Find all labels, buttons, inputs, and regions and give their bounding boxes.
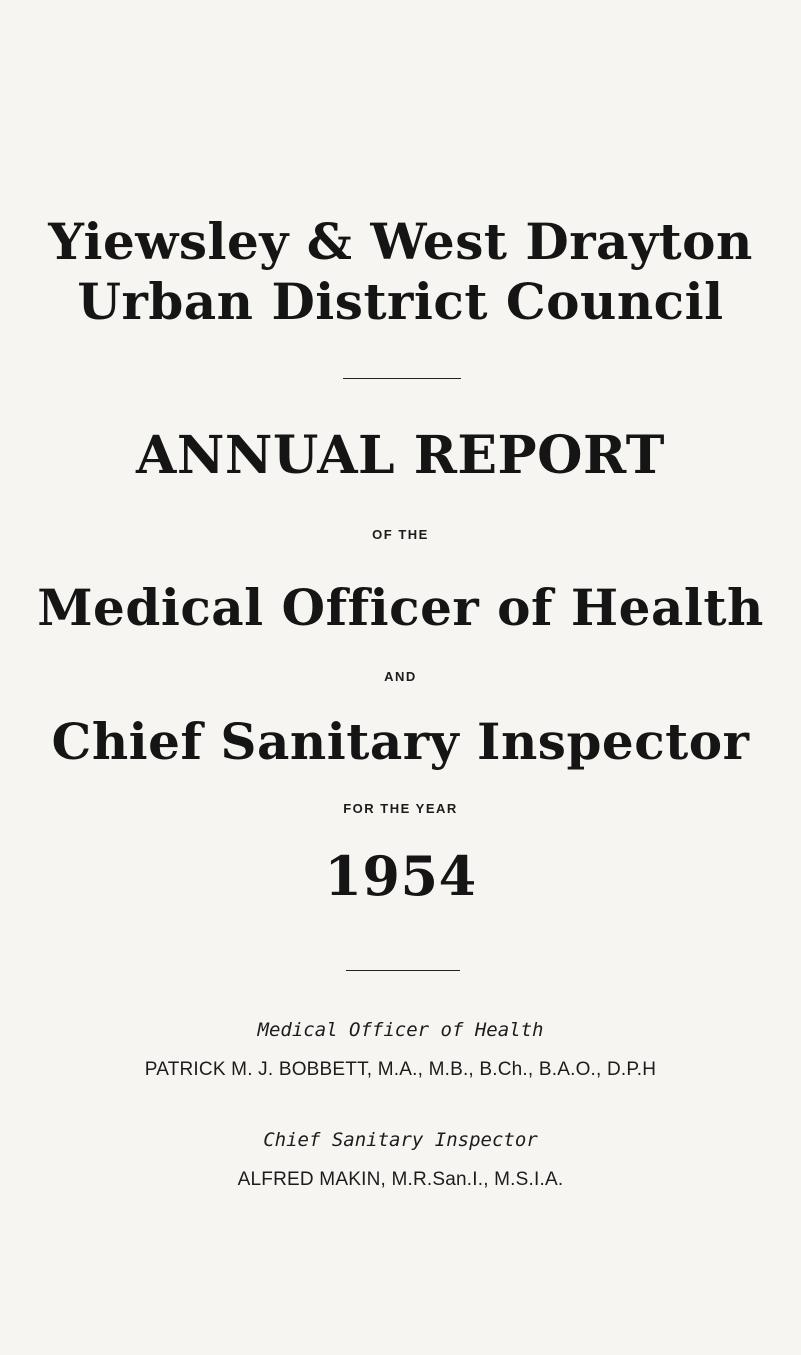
csi-label: Chief Sanitary Inspector	[263, 1129, 538, 1151]
for-the-year-label: FOR THE YEAR	[343, 801, 458, 816]
council-name-line-1: Yiewsley & West Drayton	[48, 212, 753, 271]
and-label: AND	[384, 669, 417, 684]
divider-top	[343, 378, 461, 379]
moh-name: PATRICK M. J. BOBBETT, M.A., M.B., B.Ch., B.A.O., D.P.H	[144, 1059, 657, 1080]
report-heading: ANNUAL REPORT	[136, 425, 665, 486]
moh-label: Medical Officer of Health	[257, 1019, 544, 1041]
of-the-label: OF THE	[372, 527, 429, 542]
divider-bottom	[346, 970, 460, 971]
council-name-line-2: Urban District Council	[77, 272, 724, 331]
csi-name: ALFRED MAKIN, M.R.San.I., M.S.I.A.	[237, 1169, 564, 1190]
report-subject-1: Medical Officer of Health	[37, 578, 764, 637]
report-subject-2: Chief Sanitary Inspector	[51, 712, 750, 771]
report-year: 1954	[324, 844, 477, 908]
